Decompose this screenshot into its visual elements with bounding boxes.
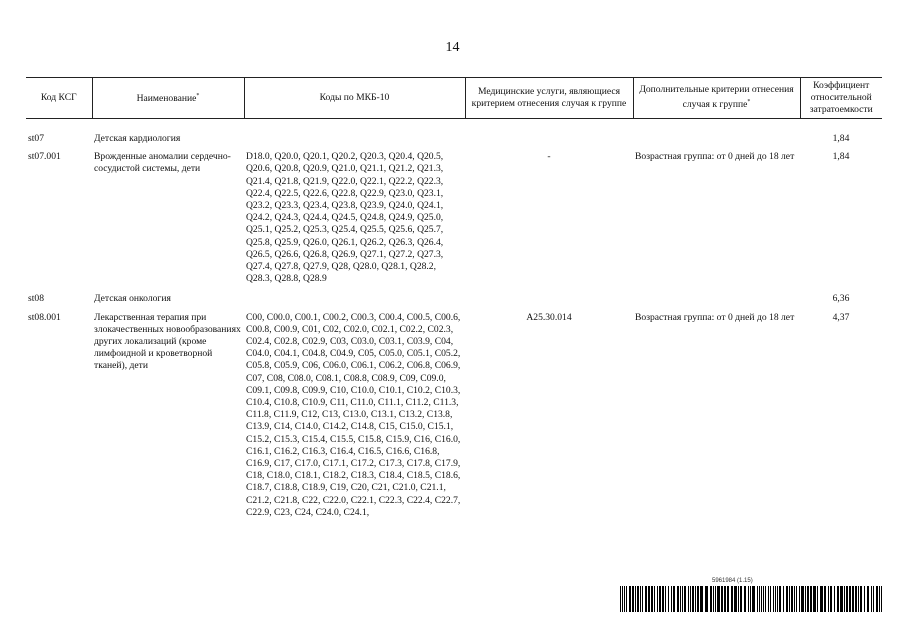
ksg-coefficient: 1,84 [832, 133, 850, 144]
ksg-name: Лекарственная терапия при злокачественных новообразованиях других локализаций (кроме лимфоидной и кроветворной тканей), дети [94, 311, 241, 372]
ksg-name: Детская кардиология [94, 133, 181, 144]
ksg-icd-codes: C00, C00.0, C00.1, C00.2, C00.3, C00.4, C00.5, C00.6, C00.8, C00.9, C01, C02, C02.0, C02.1, C02.2, C02.3, C02.4, C02.8, C02.9, C03, C03.0, C03.1, C03.9, C04, C04.0, C04.1, C04.8, C04.9, C05, C05.0, C05.1, C05.2, C05.8, C05.9, C06, C06.0, C06.1, C06.2, C06.8, C06.9, C07, C08, C08.0, C08.1, C08.8, C08.9, C09, C09.0, C09.1, C09.8, C09.9, C10, C10.0, C10.1, C10.2, C10.3, C10.4, C10.8, C10.9, C11, C11.0, C11.1, C11.2, C11.3, C11.8, C11.9, C12, C13, C13.0, C13.1, C13.2, C13.8, C13.9, C14, C14.0, C14.2, C14.8, C15, C15.0, C15.1, C15.2, C15.3, C15.4, C15.5, C15.8, C15.9, C16, C16.0, C16.1, C16.2, C16.3, C16.4, C16.5, C16.6, C16.8, C16.9, C17, C17.0, C17.1, C17.2, C17.3, C17.8, C17.9, C18, C18.0, C18.1, C18.2, C18.3, C18.4, C18.5, C18.6, C18.7, C18.8, C18.9, C19, C20, C21, C21.0, C21.1, C21.2, C21.8, C22, C22.0, C22.1, C22.3, C22.4, C22.7, C22.9, C23, C24, C24.0, C24.1, [246, 311, 461, 518]
ksg-criteria: Возрастная группа: от 0 дней до 18 лет [635, 311, 795, 323]
ksg-criteria: Возрастная группа: от 0 дней до 18 лет [635, 151, 795, 163]
ksg-icd-codes: D18.0, Q20.0, Q20.1, Q20.2, Q20.3, Q20.4, Q20.5, Q20.6, Q20.8, Q20.9, Q21.0, Q21.1, Q21.2, Q21.3, Q21.4, Q21.8, Q21.9, Q22.0, Q22.1, Q22.2, Q22.3, Q22.4, Q22.5, Q22.6, Q22.8, Q22.9, Q23.0, Q23.1, Q23.2, Q23.3, Q23.4, Q23.8, Q23.9, Q24.0, Q24.1, Q24.2, Q24.3, Q24.4, Q24.5, Q24.8, Q24.9, Q25.0, Q25.1, Q25.2, Q25.3, Q25.4, Q25.5, Q25.6, Q25.7, Q25.8, Q25.9, Q26.0, Q26.1, Q26.2, Q26.3, Q26.4, Q26.5, Q26.6, Q26.8, Q26.9, Q27.1, Q27.2, Q27.3, Q27.4, Q27.8, Q27.9, Q28, Q28.0, Q28.1, Q28.2, Q28.3, Q28.8, Q28.9 [246, 151, 444, 285]
ksg-services: A25.30.014 [526, 311, 572, 323]
ksg-criteria [633, 291, 800, 309]
barcode [620, 586, 882, 612]
ksg-code: st07.001 [28, 151, 61, 163]
table-row [26, 310, 882, 525]
footnote-mark: * [196, 93, 200, 100]
table-header [26, 78, 882, 119]
ksg-name: Врожденные аномалии сердечно-сосудистой системы, дети [94, 151, 231, 175]
header-icd-codes: Коды по МКБ-10 [244, 78, 465, 119]
header-code: Код КСГ [26, 78, 92, 119]
barcode-label: 5961984 (1.15) [712, 578, 753, 584]
header-coefficient: Коэффициент относительной затратоемкости [800, 78, 882, 119]
ksg-services [465, 131, 633, 149]
table-row [26, 291, 882, 309]
ksg-name: Детская онкология [94, 293, 171, 305]
ksg-coefficient: 1,84 [832, 151, 850, 163]
ksg-coefficient: 6,36 [832, 293, 850, 305]
ksg-coefficient: 4,37 [832, 311, 850, 323]
header-services: Медицинские услуги, являющиеся критерием отнесения случая к группе [465, 78, 633, 119]
table-row [26, 149, 882, 291]
page-number: 14 [445, 40, 460, 55]
header-criteria: Дополнительные критерии отнесения случая к группе* [633, 78, 800, 119]
ksg-code: st08.001 [28, 311, 61, 323]
table-row [26, 131, 882, 149]
ksg-criteria [633, 131, 800, 149]
ksg-table [26, 77, 882, 525]
ksg-code: st07 [28, 133, 44, 144]
footnote-mark: * [747, 99, 751, 106]
header-name: Наименование* [92, 78, 244, 119]
ksg-services: - [547, 151, 551, 163]
ksg-code: st08 [28, 293, 44, 305]
ksg-services [465, 291, 633, 309]
